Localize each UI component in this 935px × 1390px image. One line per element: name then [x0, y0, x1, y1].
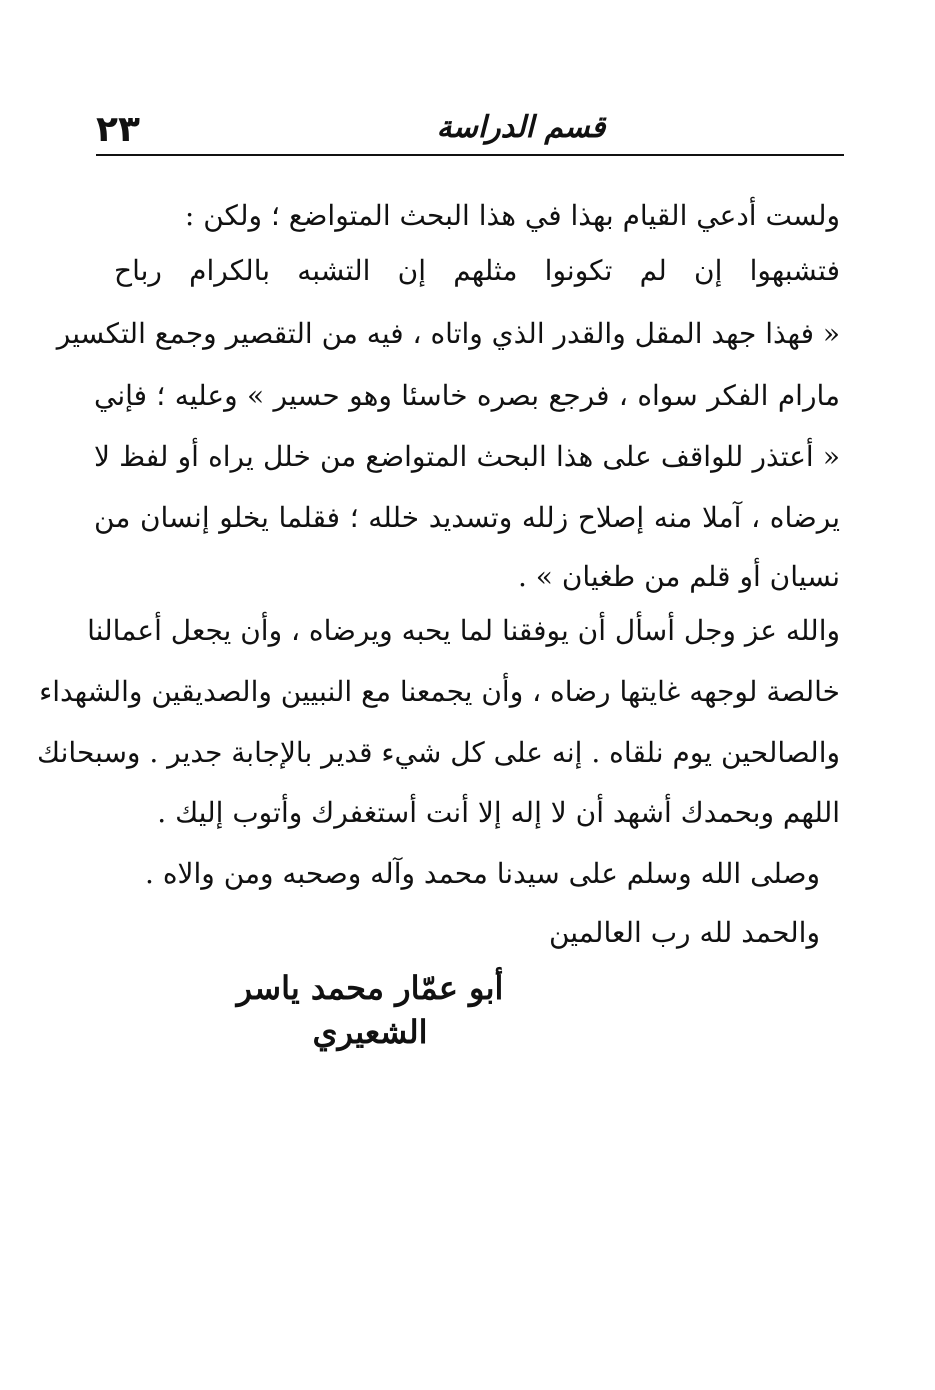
text-line: خالصة لوجهه غايتها رضاه ، وأن يجمعنا مع النبيين والصديقين والشهداء — [39, 675, 840, 708]
text-line: نسيان أو قلم من طغيان » . — [518, 560, 840, 593]
header-divider — [96, 154, 844, 156]
text-line: « أعتذر للواقف على هذا البحث المتواضع من خلل يراه أو لفظ لا — [94, 440, 840, 473]
text-line: والله عز وجل أسأل أن يوفقنا لما يحبه ويرضاه ، وأن يجعل أعمالنا — [87, 614, 840, 647]
text-line: يرضاه ، آملا منه إصلاح زلله وتسديد خلله ؛ فقلما يخلو إنسان من — [94, 501, 840, 534]
text-line: « فهذا جهد المقل والقدر الذي واتاه ، فيه من التقصير وجمع التكسير — [56, 317, 840, 350]
text-line: مارام الفكر سواه ، فرجع بصره خاسئا وهو حسير » وعليه ؛ فإني — [94, 379, 840, 412]
page-number: ٢٣ — [96, 109, 140, 150]
text-line: وصلى الله وسلم على سيدنا محمد وآله وصحبه ومن والاه . — [145, 857, 820, 890]
author-signature: أبو عمّار محمد ياسر الشعيري — [236, 969, 504, 1051]
text-line: والحمد لله رب العالمين — [548, 916, 820, 949]
text-line: والصالحين يوم نلقاه . إنه على كل شيء قدير بالإجابة جدير . وسبحانك — [37, 736, 840, 769]
text-line: اللهم وبحمدك أشهد أن لا إله إلا أنت أستغفرك وأتوب إليك . — [157, 796, 840, 829]
section-title: قسم الدراسة — [436, 110, 606, 145]
page-header — [96, 108, 844, 158]
text-line: ولست أدعي القيام بهذا في هذا البحث المتواضع ؛ ولكن : — [184, 199, 840, 232]
poetry-verse-line: فتشبهوا إن لم تكونوا مثلهم إن التشبه بالكرام رباح — [114, 254, 840, 287]
